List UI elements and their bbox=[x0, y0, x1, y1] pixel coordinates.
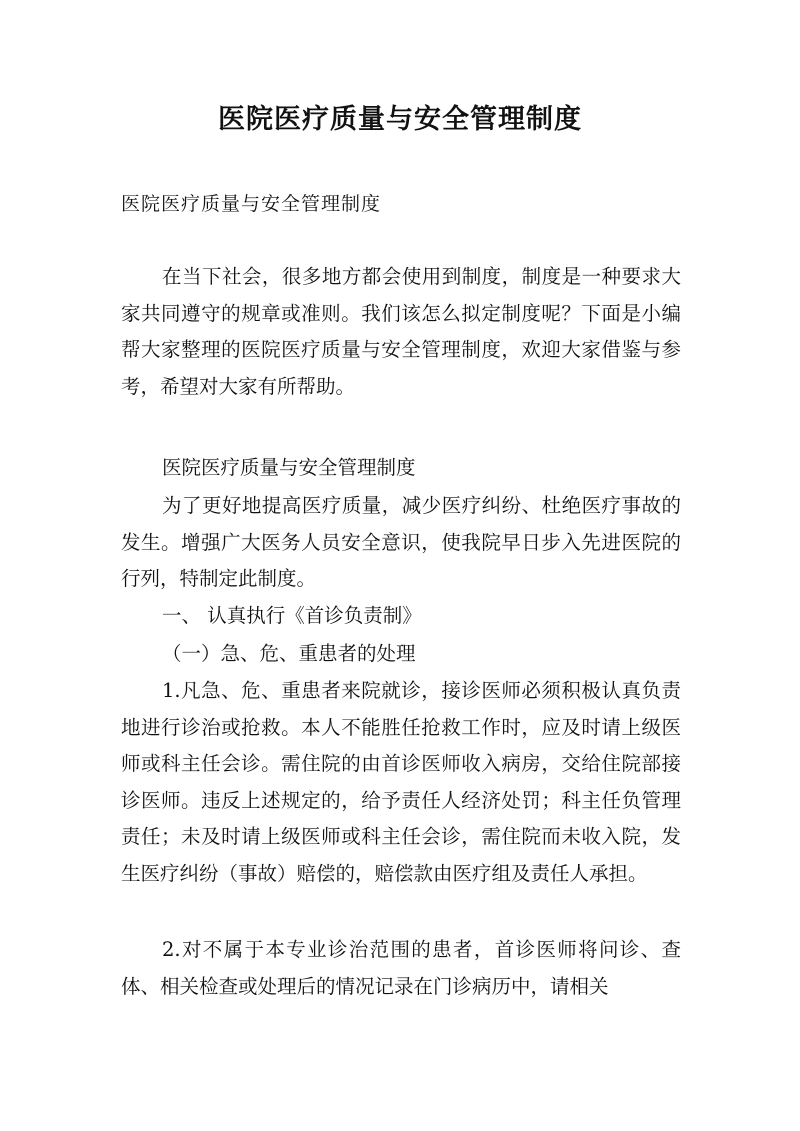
section-title: 医院医疗质量与安全管理制度 bbox=[162, 456, 416, 479]
document-title: 医院医疗质量与安全管理制度 bbox=[218, 104, 582, 135]
document-subtitle: 医院医疗质量与安全管理制度 bbox=[121, 193, 382, 215]
heading-first-diagnosis: 一、 认真执行《首诊负责制》 bbox=[162, 604, 422, 627]
intro-paragraph: 在当下社会，很多地方都会使用到制度，制度是一种要求大家共同遵守的规章或准则。我们该怎么拟定制度呢？下面是小编帮大家整理的医院医疗质量与安全管理制度，欢迎大家借鉴与参考，希望对大家有所帮助。 bbox=[121, 265, 681, 398]
purpose-paragraph: 为了更好地提高医疗质量，减少医疗纠纷、杜绝医疗事故的发生。增强广大医务人员安全意识，使我院早日步入先进医院的行列，特制定此制度。 bbox=[121, 494, 681, 590]
rule-item-1: 1.凡急、危、重患者来院就诊，接诊医师必须积极认真负责地进行诊治或抢救。本人不能胜任抢救工作时，应及时请上级医师或科主任会诊。需住院的由首诊医师收入病房，交给住院部接诊医师。违反上述规定的，给予责任人经济处罚；科主任负管理责任；未及时请上级医师或科主任会诊，需住院而未收入院，发生医疗纠纷（事故）赔偿的，赔偿款由医疗组及责任人承担。 bbox=[121, 679, 681, 885]
rule-item-2: 2.对不属于本专业诊治范围的患者，首诊医师将问诊、查体、相关检查或处理后的情况记录在门诊病历中，请相关 bbox=[121, 938, 681, 998]
heading-emergency-patients: （一）急、危、重患者的处理 bbox=[162, 642, 416, 665]
